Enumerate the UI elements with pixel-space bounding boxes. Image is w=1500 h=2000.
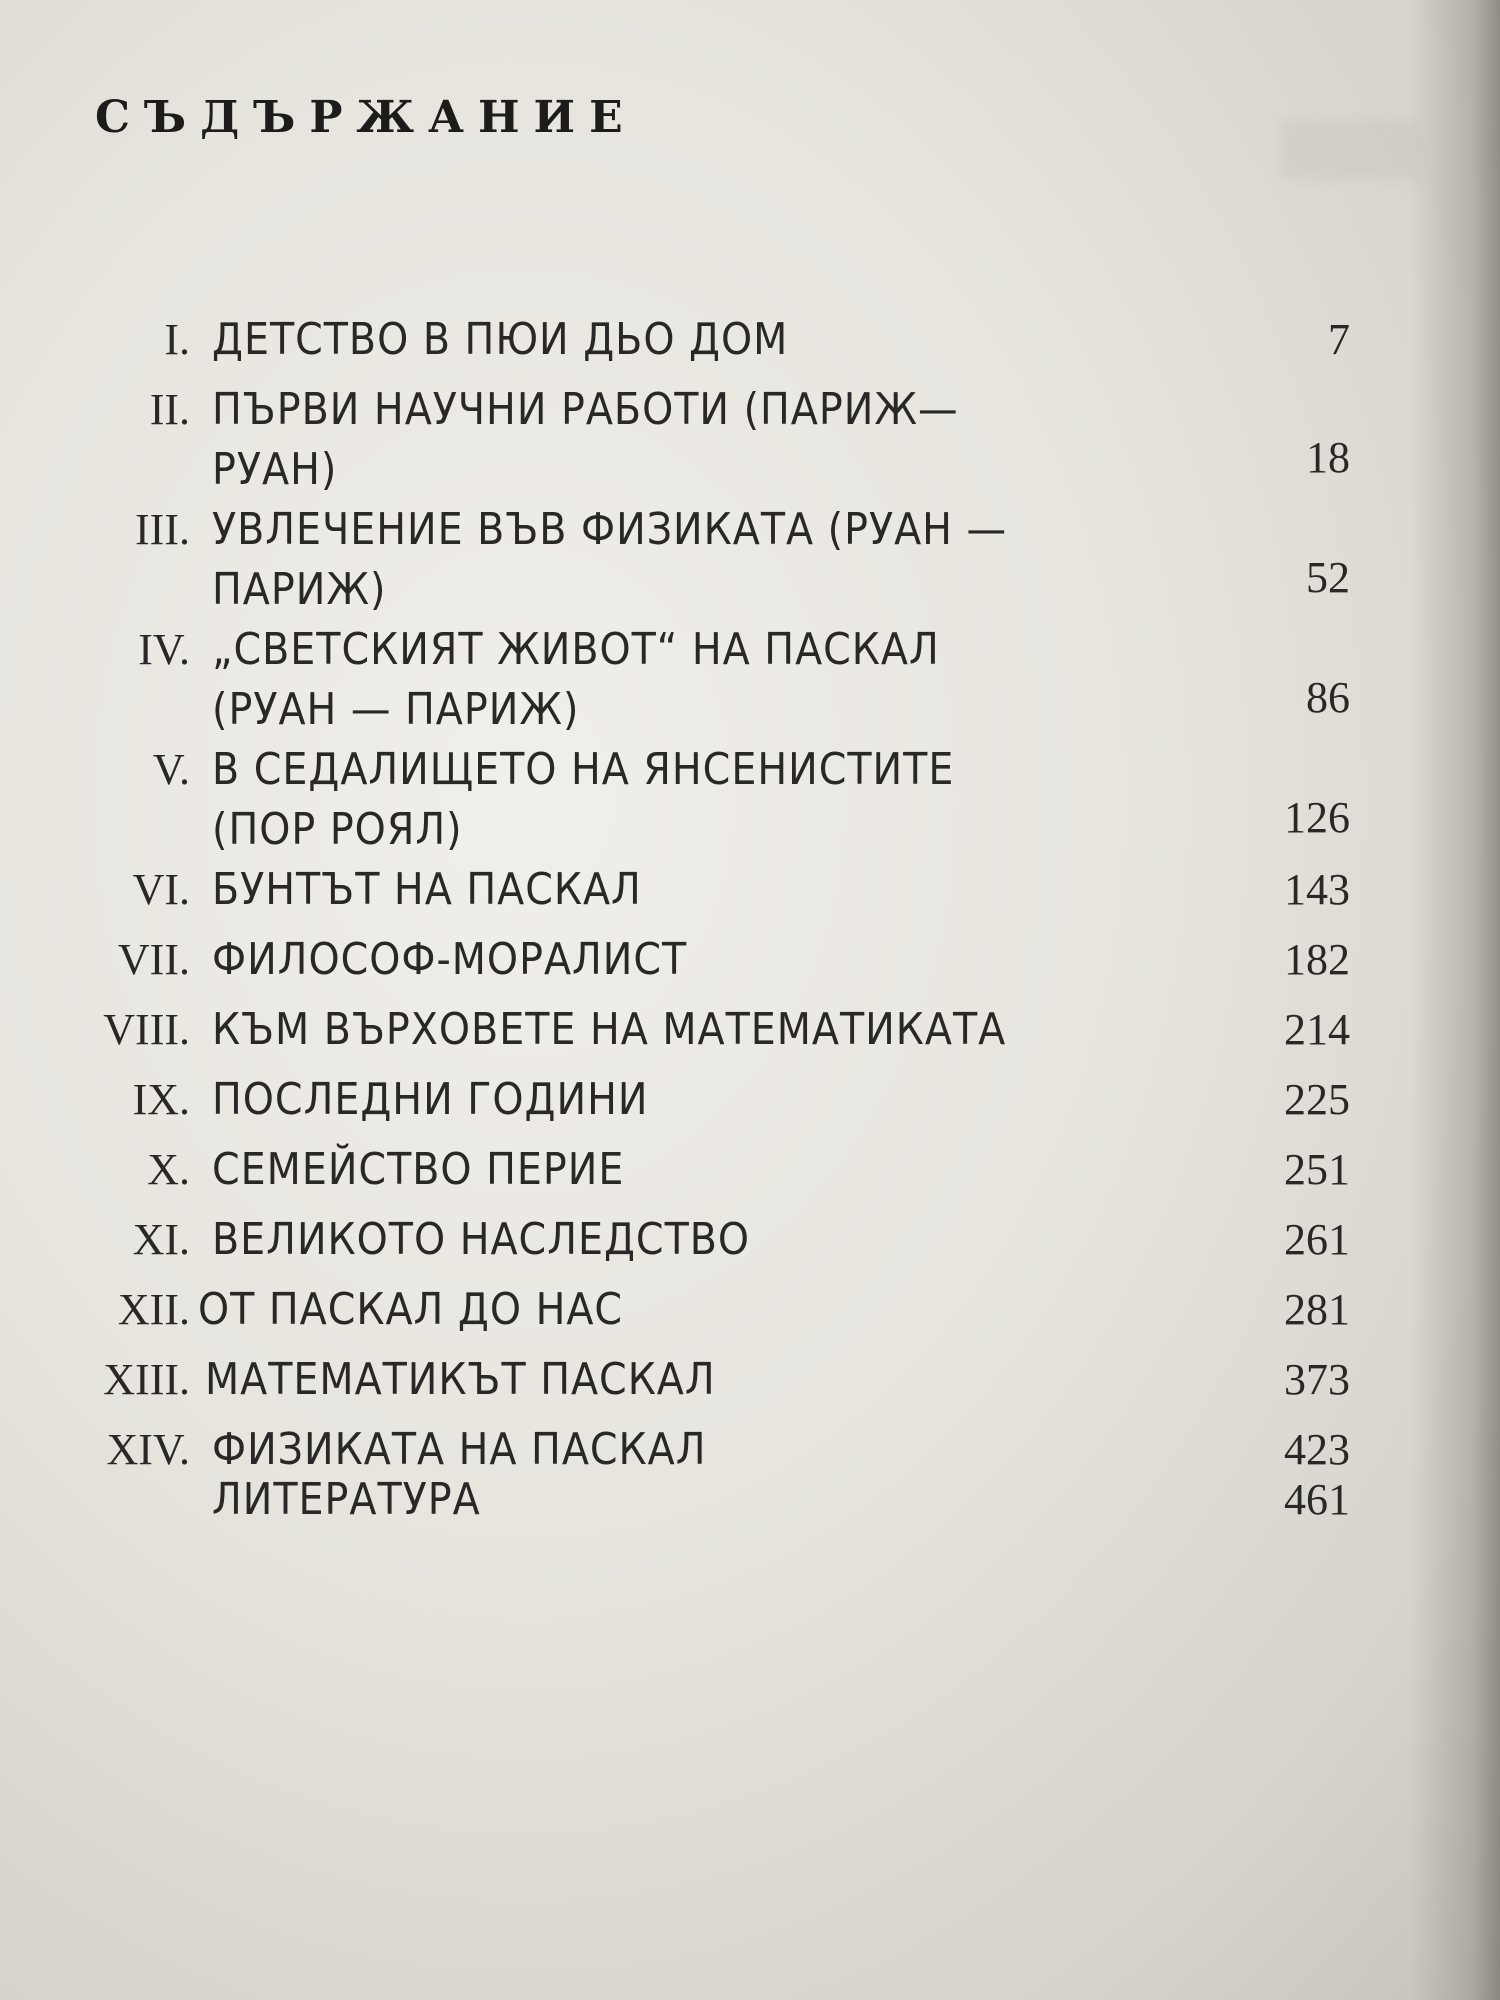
chapter-title: ФИЛОСОФ-МОРАЛИСТ [212,934,688,985]
page-number: 225 [1284,1075,1350,1124]
spine-shadow [1410,0,1500,2000]
page-number: 182 [1284,935,1350,984]
chapter-title: В СЕДАЛИЩЕТО НА ЯНСЕНИСТИТЕ (ПОР РОЯЛ) [212,744,955,855]
page-number: 86 [1306,673,1350,722]
chapter-title: ЛИТЕРАТУРА [212,1474,481,1525]
chapter-number: XIII. [103,1355,190,1404]
chapter-number: IX. [132,1075,190,1124]
chapter-number: VIII. [103,1005,190,1054]
chapter-number: XIV. [106,1425,190,1474]
page-number: 7 [1328,315,1350,364]
chapter-title: ДЕТСТВО В ПЮИ ДЬО ДОМ [212,314,789,365]
page-number: 373 [1284,1355,1350,1404]
page-title: СЪДЪРЖАНИЕ [95,92,637,143]
chapter-title: БУНТЪТ НА ПАСКАЛ [212,864,642,915]
page-number: 52 [1306,553,1350,602]
chapter-number: I. [164,315,190,364]
page-number: 214 [1284,1005,1350,1054]
chapter-title: УВЛЕЧЕНИЕ ВЪВ ФИЗИКАТА (РУАН — ПАРИЖ) [212,504,1008,615]
chapter-title: СЕМЕЙСТВО ПЕРИЕ [212,1144,625,1195]
chapter-title: МАТЕМАТИКЪТ ПАСКАЛ [205,1354,716,1405]
chapter-number: II. [149,385,190,434]
page-number: 143 [1284,865,1350,914]
chapter-title: ФИЗИКАТА НА ПАСКАЛ [212,1424,707,1475]
chapter-number: XI. [132,1215,190,1264]
show-through-mark [1280,120,1420,180]
page-number: 18 [1306,433,1350,482]
chapter-number: V. [152,745,190,794]
chapter-number: XII. [117,1285,190,1334]
chapter-number: VI. [132,865,190,914]
chapter-number: III. [135,505,190,554]
page-number: 251 [1284,1145,1350,1194]
chapter-title: ВЕЛИКОТО НАСЛЕДСТВО [212,1214,751,1265]
page-number: 261 [1284,1215,1350,1264]
chapter-title: КЪМ ВЪРХОВЕТЕ НА МАТЕМАТИКАТА [212,1004,1007,1055]
chapter-title: ОТ ПАСКАЛ ДО НАС [198,1284,624,1335]
chapter-title: „СВЕТСКИЯТ ЖИВОТ“ НА ПАСКАЛ (РУАН — ПАРИЖ) [212,624,940,735]
page-number: 423 [1284,1425,1350,1474]
chapter-number: IV. [138,625,190,674]
page-number: 281 [1284,1285,1350,1334]
chapter-title: ПОСЛЕДНИ ГОДИНИ [212,1074,649,1125]
page-number: 461 [1284,1475,1350,1524]
chapter-title: ПЪРВИ НАУЧНИ РАБОТИ (ПАРИЖ— РУАН) [212,384,959,495]
chapter-number: VII. [117,935,190,984]
chapter-number: X. [147,1145,190,1194]
page-number: 126 [1284,793,1350,842]
